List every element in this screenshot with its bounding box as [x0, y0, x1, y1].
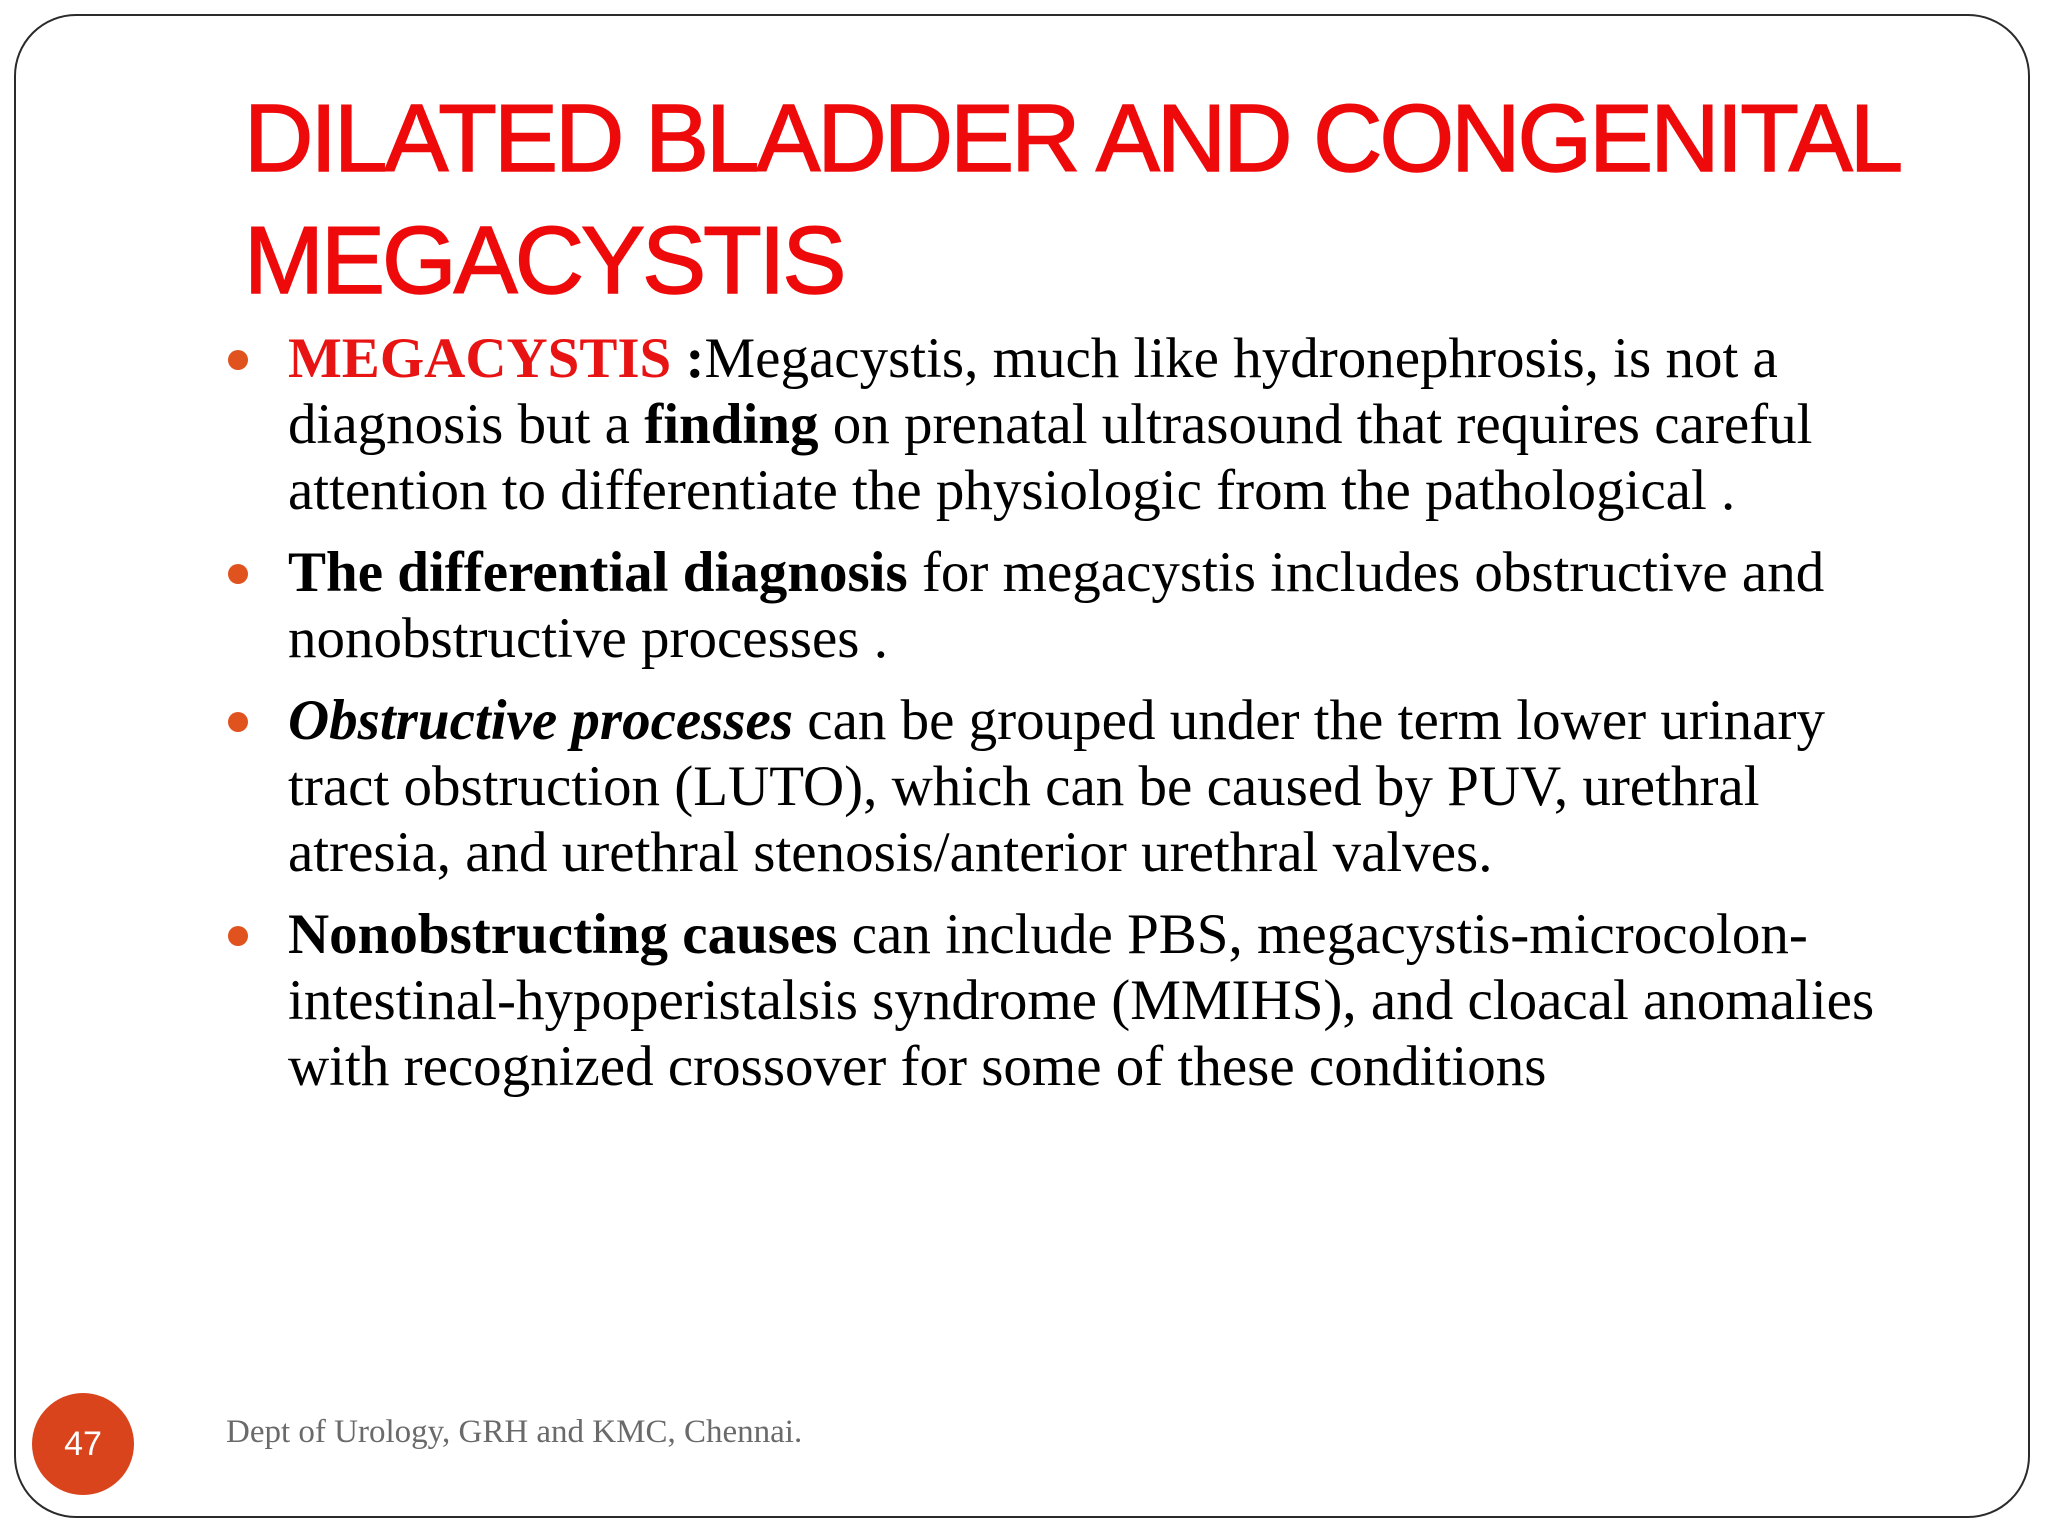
page-number-badge: 47: [32, 1393, 134, 1495]
bullet-list: [224, 326, 1924, 1116]
bullet-text: Megacystis, much like hydronephrosis, is not a diagnosis but a: [288, 327, 1778, 456]
bullet-dot-icon: [228, 350, 248, 370]
bullet-separator: :: [671, 327, 705, 390]
slide-title-line-1: DILATED BLADDER AND CONGENITAL: [244, 85, 1901, 192]
bullet-dot-icon: [228, 564, 248, 584]
bullet-lead-term: The differential diagnosis: [288, 541, 908, 604]
bullet-dot-icon: [228, 926, 248, 946]
bullet-item-megacystis: [224, 326, 1924, 524]
bullet-lead-term: MEGACYSTIS: [288, 327, 672, 390]
bullet-item-nonobstructing: [224, 902, 1924, 1100]
bullet-text-continued: on prenatal ultrasound that requires careful attention to differentiate the physiologic from the pathological .: [288, 393, 1813, 522]
bullet-item-differential: [224, 540, 1924, 672]
bullet-emphasis: finding: [644, 393, 819, 456]
bullet-item-obstructive: [224, 688, 1924, 886]
slide-title-line-2: MEGACYSTIS: [244, 207, 844, 314]
slide-title: [244, 78, 2004, 322]
bullet-text: can include PBS, megacystis-microcolon-intestinal-hypoperistalsis syndrome (MMIHS), and cloacal anomalies with recognized crossover for some of these conditions: [288, 903, 1875, 1098]
bullet-text: can be grouped under the term lower urinary tract obstruction (LUTO), which can be caused by PUV, urethral atresia, and urethral stenosis/anterior urethral valves.: [288, 689, 1825, 884]
footer-text: Dept of Urology, GRH and KMC, Chennai.: [226, 1414, 803, 1450]
bullet-dot-icon: [228, 712, 248, 732]
bullet-text: for megacystis includes obstructive and nonobstructive processes .: [288, 541, 1825, 670]
bullet-lead-term: Obstructive processes: [288, 689, 794, 752]
bullet-lead-term: Nonobstructing causes: [288, 903, 838, 966]
